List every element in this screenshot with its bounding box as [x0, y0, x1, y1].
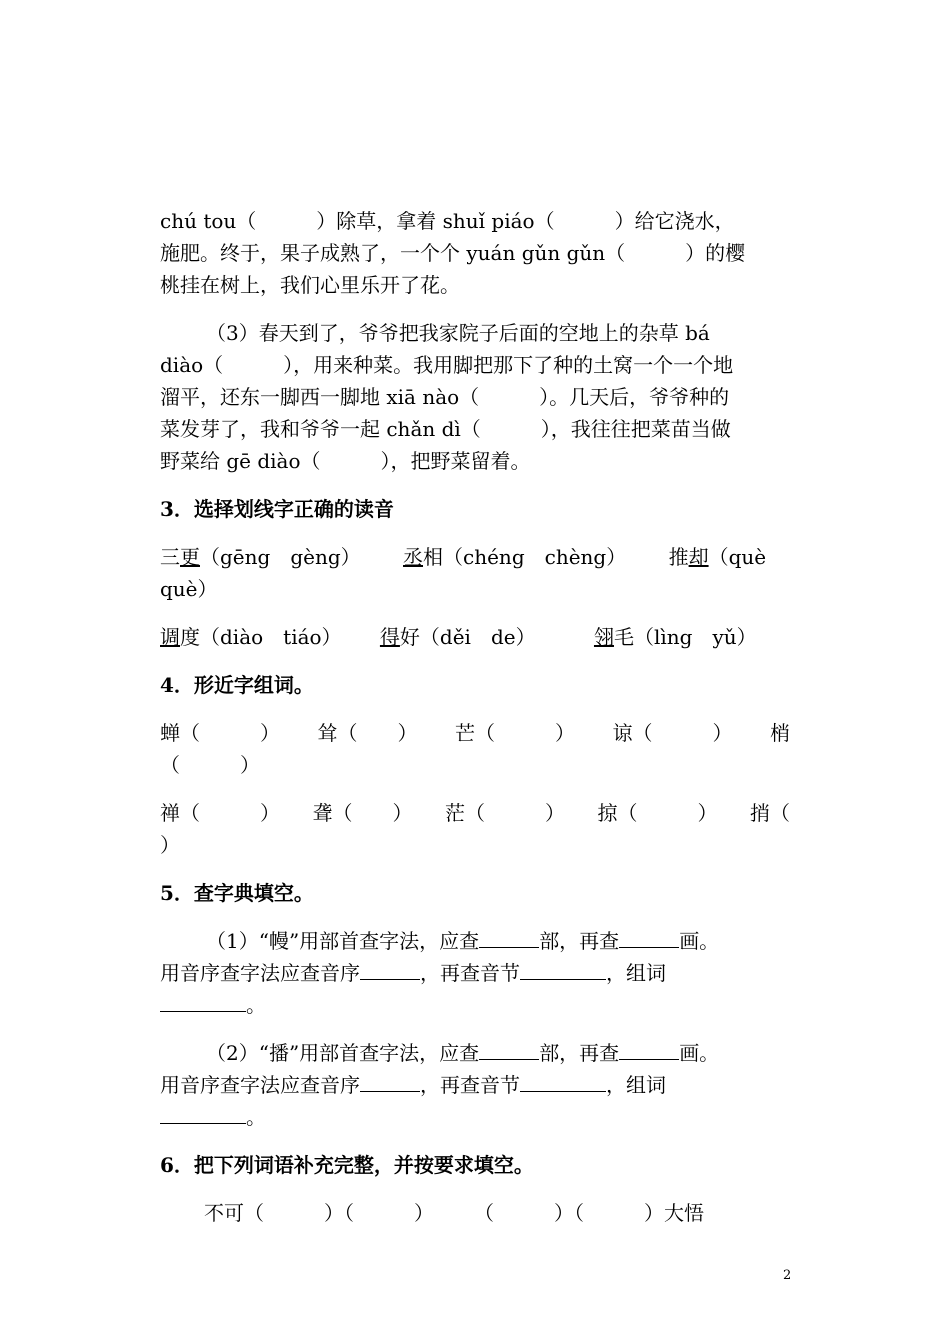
word-item: 禅（ ）: [160, 801, 280, 825]
passage-3-line-3: 溜平，还东一脚西一脚地 xiā nào（ ）。几天后，爷爷种的: [160, 385, 730, 409]
similar-chars-row-2-cont: ）: [160, 833, 180, 857]
pronunciation-item: 得好（děi de）: [379, 625, 536, 649]
underlined-char: 翎: [593, 625, 614, 649]
dictionary-q2-line-1: （2）“播”用部首查字法，应查 部，再查 画。: [206, 1041, 720, 1065]
dictionary-q1-line-1: （1）“幔”用部首查字法，应查 部，再查 画。: [206, 929, 720, 953]
answer-blank[interactable]: [360, 1073, 420, 1092]
pronunciation-item: 推却（què: [668, 545, 767, 569]
answer-blank[interactable]: [160, 993, 246, 1012]
underlined-char: 却: [688, 545, 709, 569]
word-item: 聋（ ）: [312, 801, 413, 825]
underlined-char: 更: [180, 545, 200, 569]
word-item: 茫（ ）: [445, 801, 565, 825]
section-5-heading: 5．查字典填空。: [160, 881, 314, 905]
underlined-char: 丞: [403, 545, 424, 569]
passage-2-line-1: chú tou（ ）除草，拿着 shuǐ piáo（ ）给它浇水，: [160, 209, 735, 233]
section-6-heading: 6．把下列词语补充完整，并按要求填空。: [160, 1153, 534, 1177]
word-item: 捎（: [750, 801, 790, 825]
pronunciation-item: 三更（gēng gèng）: [160, 545, 361, 569]
underlined-char: 调: [160, 625, 180, 649]
answer-blank[interactable]: [479, 929, 539, 948]
answer-blank[interactable]: [360, 961, 420, 980]
underlined-char: 得: [379, 625, 400, 649]
pronunciation-row-1: [160, 541, 790, 573]
pronunciation-item: 调度（diào tiáo）: [160, 625, 342, 649]
passage-3-line-2: diào（ ），用来种菜。我用脚把那下了种的土窝一个一个地: [160, 353, 734, 377]
pronunciation-row-2: [160, 621, 790, 653]
answer-blank[interactable]: [520, 1073, 606, 1092]
word-item: 蝉（ ）: [160, 721, 280, 745]
answer-blank[interactable]: [520, 961, 606, 980]
word-item: 梢: [770, 721, 790, 745]
answer-blank[interactable]: [160, 1105, 246, 1124]
dictionary-q2-line-2: 用音序查字法应查音序 ，再查音节 ，组词: [160, 1073, 666, 1097]
passage-3-line-4: 菜发芽了，我和爷爷一起 chǎn dì（ ），我往往把菜苗当做: [160, 417, 731, 441]
passage-2-line-3: 桃挂在树上，我们心里乐开了花。: [160, 273, 460, 297]
pronunciation-item: 翎毛（lìng yǔ）: [593, 625, 757, 649]
similar-chars-row-2: [160, 797, 790, 829]
passage-3-line-1: （3）春天到了，爷爷把我家院子后面的空地上的杂草 bá: [206, 321, 710, 345]
pronunciation-row-1-cont: què）: [160, 577, 218, 601]
dictionary-q2-line-3: 。: [160, 1101, 790, 1133]
similar-chars-row-1-cont: （ ）: [160, 753, 260, 777]
passage-2-line-2: 施肥。终于，果子成熟了，一个个 yuán gǔn gǔn（ ）的樱: [160, 241, 746, 265]
page-number: 2: [783, 1268, 792, 1283]
similar-chars-row-1: [160, 717, 790, 749]
passage-3-line-5: 野菜给 gē diào（ ），把野菜留着。: [160, 449, 531, 473]
pronunciation-item: 丞相（chéng chèng）: [403, 545, 627, 569]
section-4-heading: 4．形近字组词。: [160, 673, 314, 697]
word-item: 谅（ ）: [612, 721, 733, 745]
word-item: 耸（ ）: [317, 721, 418, 745]
answer-blank[interactable]: [619, 1041, 679, 1060]
answer-blank[interactable]: [619, 929, 679, 948]
word-item: 掠（ ）: [597, 801, 718, 825]
dictionary-q1-line-2: 用音序查字法应查音序 ，再查音节 ，组词: [160, 961, 666, 985]
dictionary-q1-line-3: 。: [160, 989, 790, 1021]
word-item: 芒（ ）: [455, 721, 575, 745]
section-3-heading: 3．选择划线字正确的读音: [160, 497, 394, 521]
idiom-fill-line: 不可（ ）（ ） （ ）（ ）大悟: [204, 1201, 704, 1225]
answer-blank[interactable]: [479, 1041, 539, 1060]
